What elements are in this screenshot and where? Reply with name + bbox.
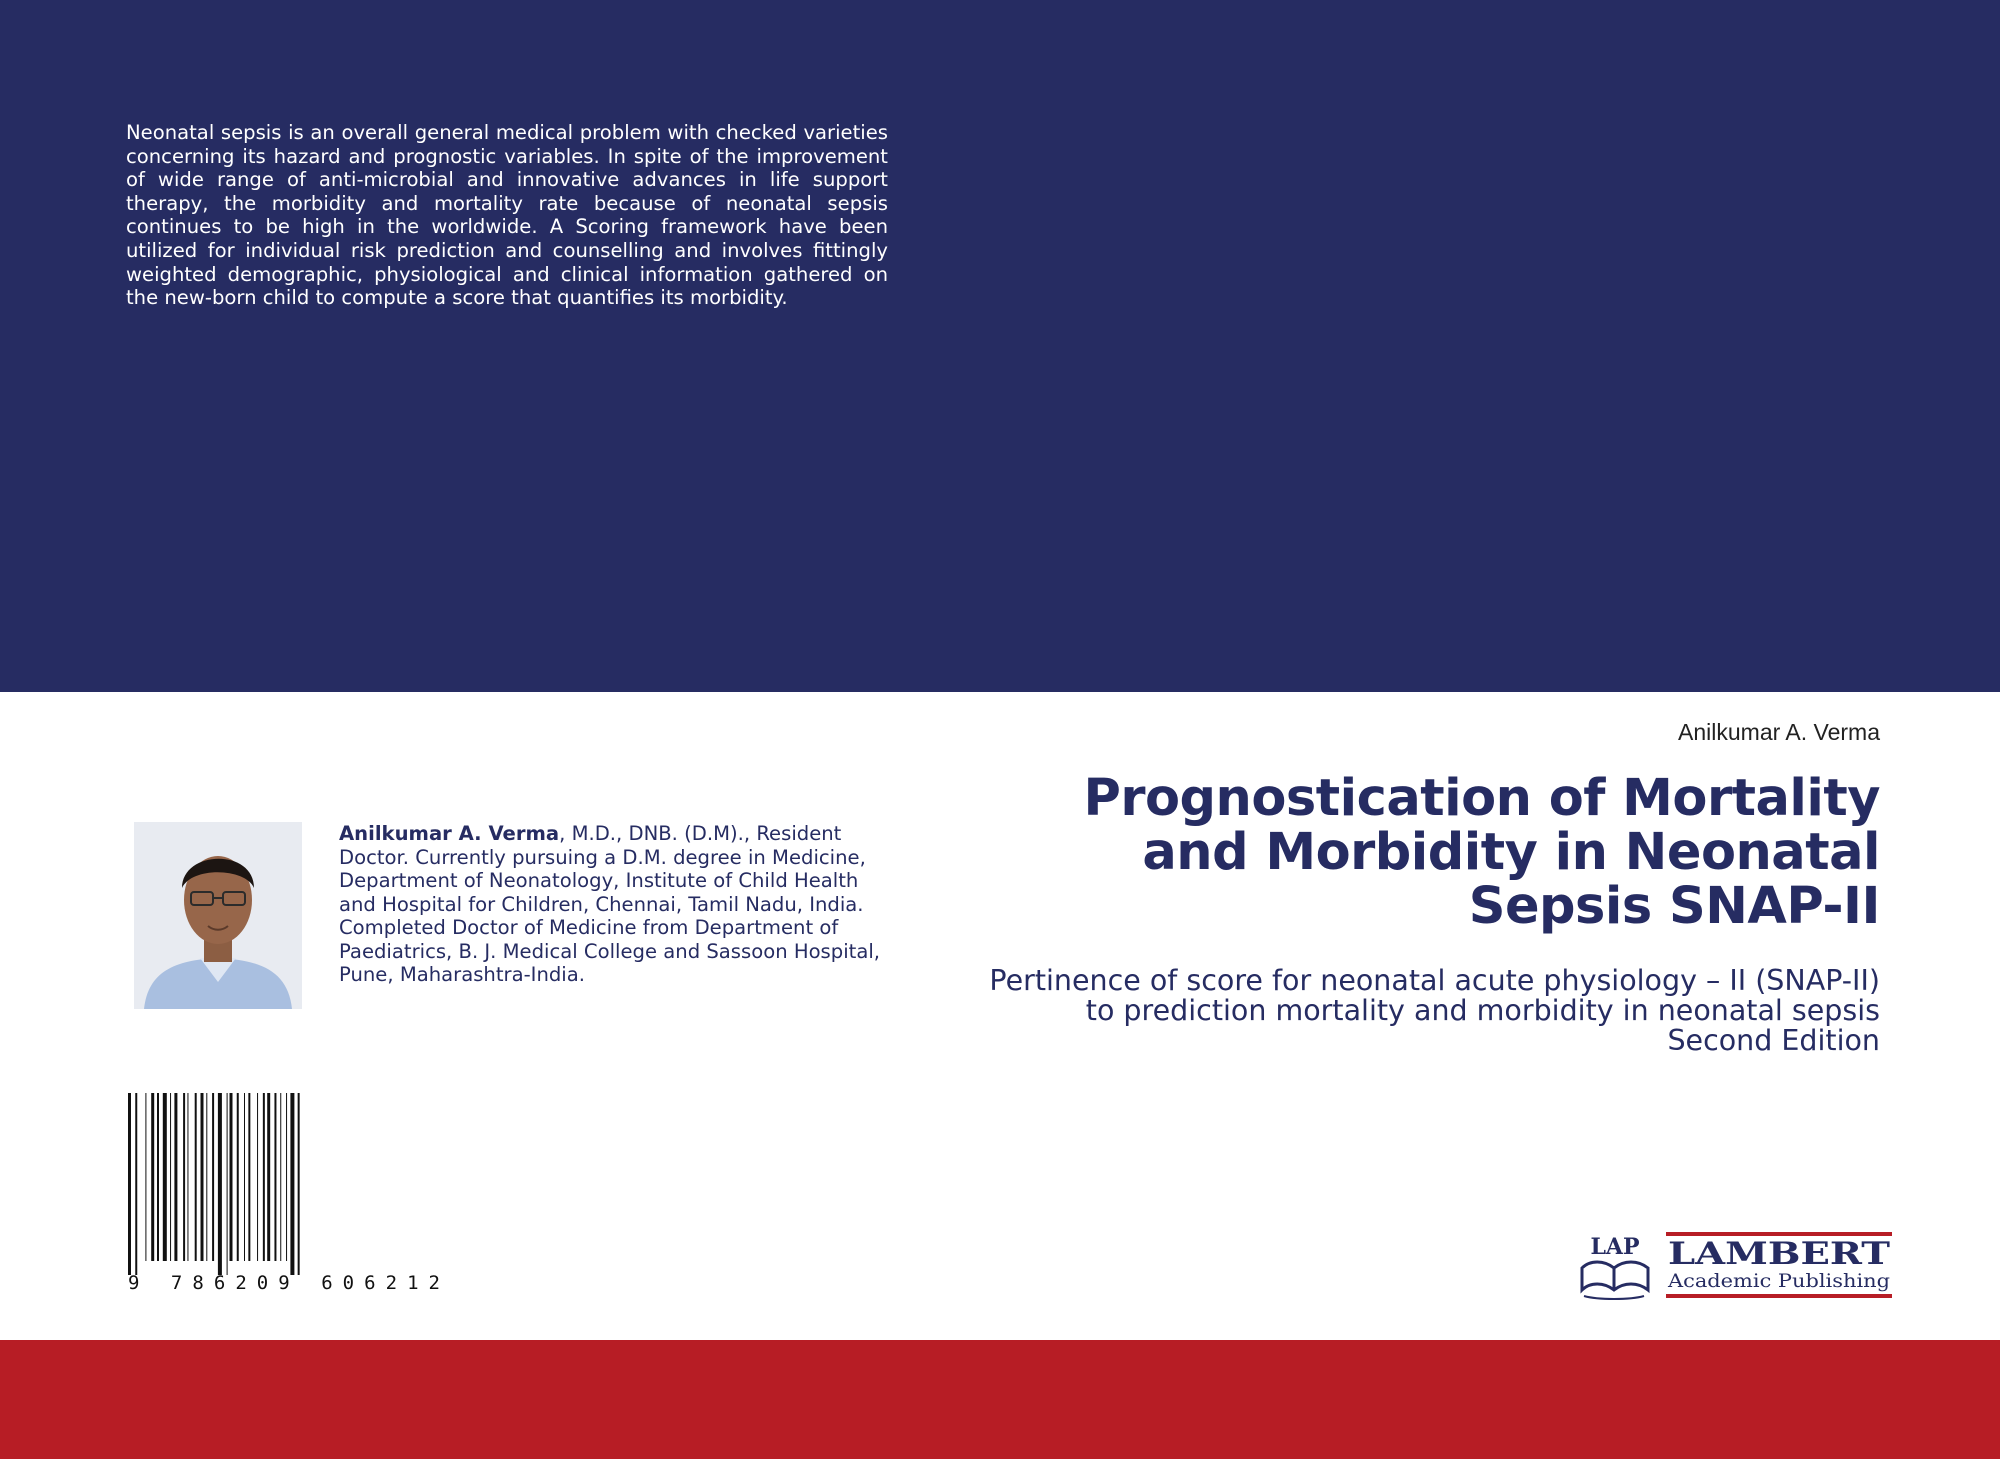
barcode-bar: [187, 1093, 188, 1261]
barcode-bar: [163, 1093, 167, 1261]
book-edition: Second Edition: [1667, 1024, 1880, 1057]
barcode-bar: [170, 1093, 171, 1261]
barcode-bar: [263, 1093, 265, 1261]
author-bio-text: , M.D., DNB. (D.M)., Resident Doctor. Currently pursuing a D.M. degree in Medicine, Department of Neonatology, Institute of Child Health and Hospital for Children, Chennai, Tamil Nadu, India. Completed Doctor of Medicine from Department of Paediatrics, B. J. Medical College and Sassoon Hospital, Pune, Maharashtra-India.: [339, 822, 881, 986]
barcode-bar: [218, 1093, 222, 1275]
barcode-bar: [145, 1093, 146, 1261]
barcode-bar: [230, 1093, 233, 1261]
cover-author: Anilkumar A. Verma: [1678, 719, 1880, 745]
barcode-bar: [201, 1093, 204, 1261]
open-book-icon: [1582, 1262, 1648, 1299]
book-title: Prognostication of Mortality and Morbidity in Neonatal Sepsis SNAP-II: [1083, 769, 1880, 936]
back-cover-blurb: Neonatal sepsis is an overall general medical problem with checked varieties concerning its hazard and prognostic variables. In spite of the improvement of wide range of anti-microbial and innovative advances in life support therapy, the morbidity and mortality rate because of neonatal sepsis continues to be high in the worldwide. A Scoring framework have been utilized for individual risk prediction and counselling and involves fittingly weighted demographic, physiological and clinical information gathered on the new-born child to compute a score that quantifies its morbidity.: [126, 121, 888, 310]
barcode-bar: [274, 1093, 276, 1261]
barcode-bar: [248, 1093, 250, 1261]
isbn-barcode: [128, 1093, 458, 1293]
book-subtitle: Pertinence of score for neonatal acute physiology – II (SNAP-II) to prediction mortality and morbidity in neonatal sepsis: [989, 964, 1880, 1027]
barcode-bar: [280, 1093, 281, 1261]
barcode-bar: [244, 1093, 245, 1261]
publisher-tagline: Academic Publishing: [1666, 1271, 1891, 1292]
top-cover-band: [0, 0, 2000, 692]
barcode-bar: [237, 1093, 239, 1261]
barcode-bar: [128, 1093, 131, 1275]
barcode-bar: [290, 1093, 294, 1275]
publisher-name: LAMBERT: [1668, 1236, 1890, 1272]
barcode-bar: [174, 1093, 177, 1261]
isbn-digits: 9 786209 606212: [128, 1272, 440, 1293]
book-subtitle-block: [980, 966, 1880, 1056]
author-bio-name: Anilkumar A. Verma: [339, 822, 560, 845]
barcode-bar: [212, 1093, 214, 1261]
publisher-logo: [1578, 1226, 1894, 1302]
barcode-bar: [227, 1093, 228, 1275]
bottom-cover-band: [0, 1340, 2000, 1459]
barcode-bar: [195, 1093, 197, 1261]
barcode-bar: [157, 1093, 159, 1261]
barcode-bar: [151, 1093, 154, 1261]
barcode-bar: [135, 1093, 137, 1275]
barcode-bar: [183, 1093, 185, 1261]
barcode-bar: [267, 1093, 270, 1261]
barcode-bar: [298, 1093, 300, 1275]
barcode-bar: [257, 1093, 258, 1261]
author-bio: [339, 822, 884, 987]
barcode-bar: [286, 1093, 287, 1261]
author-portrait-image: [134, 822, 302, 1009]
author-photo: [134, 822, 302, 1009]
barcode-bar: [206, 1093, 207, 1261]
publisher-monogram: LAP: [1590, 1234, 1640, 1260]
